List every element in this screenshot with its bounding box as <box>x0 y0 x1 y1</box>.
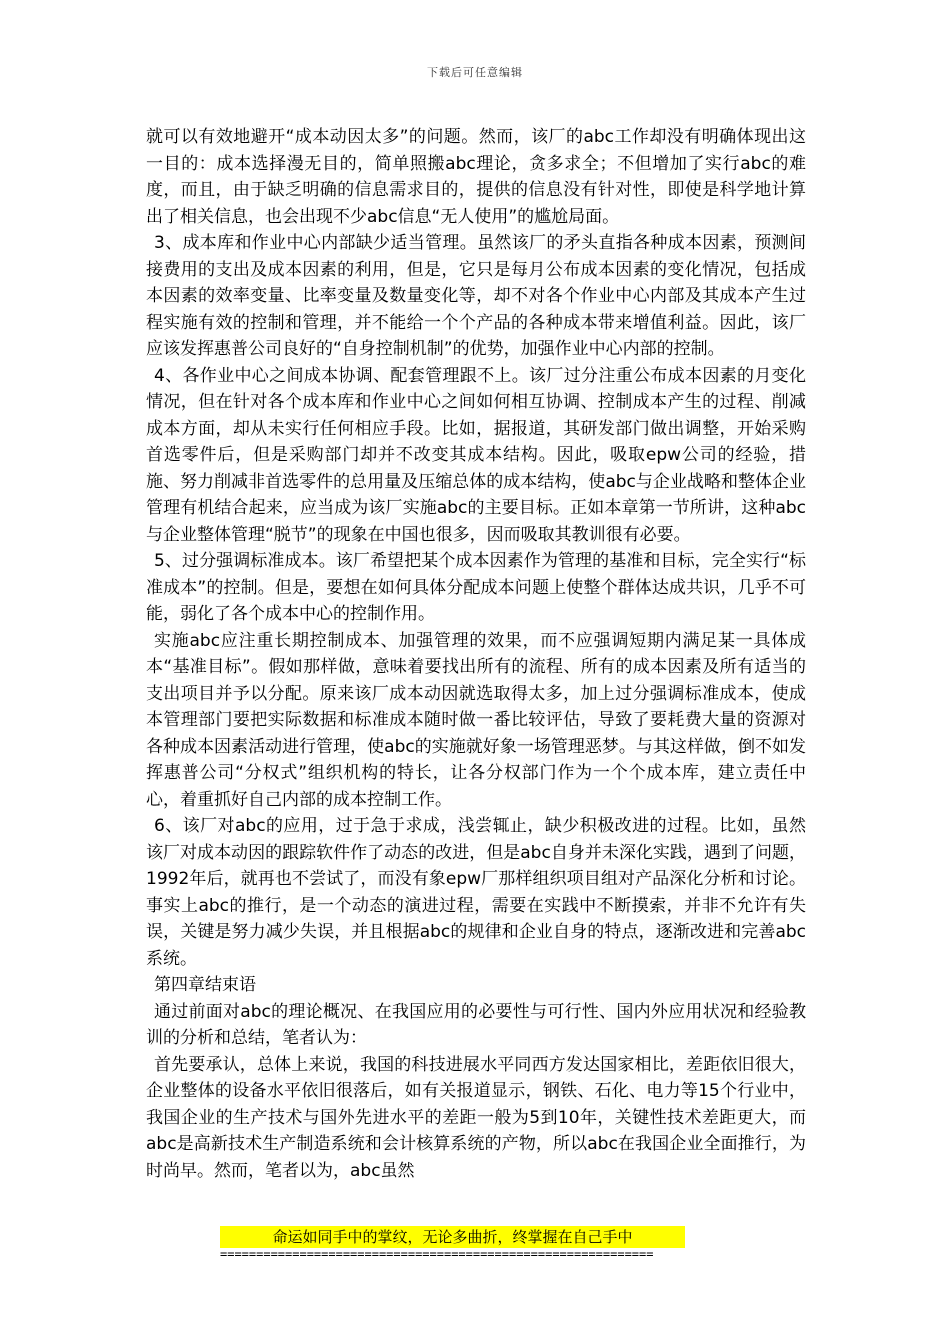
footer-motto: 命运如同手中的掌纹，无论多曲折，终掌握在自己手中 <box>220 1226 685 1248</box>
page-header: 下载后可任意编辑 <box>427 66 523 79</box>
paragraph: 就可以有效地避开“成本动因太多”的问题。然而，该厂的abc工作却没有明确体现出这一目的：成本选择漫无目的，简单照搬abc理论，贪多求全；不但增加了实行abc的难度，而且，由于缺乏明确的信息需求目的，提供的信息没有针对性，即使是科学地计算出了相关信息，也会出现不少abc信息“无人使用”的尴尬局面。 <box>146 127 806 227</box>
footer-divider: ============================================================ <box>220 1247 654 1261</box>
paragraph: 3、成本库和作业中心内部缺少适当管理。虽然该厂的矛头直指各种成本因素，预测间接费用的支出及成本因素的利用，但是，它只是每月公布成本因素的变化情况，包括成本因素的效率变量、比率变量及数量变化等，却不对各个作业中心内部及其成本产生过程实施有效的控制和管理，并不能给一个个产品的各种成本带来增值利益。因此，该厂应该发挥惠普公司良好的“自身控制机制”的优势，加强作业中心内部的控制。 <box>146 233 806 359</box>
paragraph: 首先要承认，总体上来说，我国的科技进展水平同西方发达国家相比，差距依旧很大，企业整体的设备水平依旧很落后，如有关报道显示，钢铁、石化、电力等15个行业中，我国企业的生产技术与国外先进水平的差距一般为5到10年，关键性技术差距更大，而abc是高新技术生产制造系统和会计核算系统的产物，所以abc在我国企业全面推行，为时尚早。然而，笔者以为，abc虽然 <box>146 1054 806 1181</box>
chapter-heading: 第四章结束语 <box>154 975 256 995</box>
paragraph: 通过前面对abc的理论概况、在我国应用的必要性与可行性、国内外应用状况和经验教训的分析和总结，笔者认为： <box>146 1001 806 1048</box>
paragraph: 6、该厂对abc的应用，过于急于求成，浅尝辄止，缺少积极改进的过程。比如，虽然该厂对成本动因的跟踪软件作了动态的改进，但是abc自身并未深化实践，遇到了问题，1992年后，就再也不尝试了，而没有象epw厂那样组织项目组对产品深化分析和讨论。事实上abc的推行，是一个动态的演进过程，需要在实践中不断摸索，并非不允许有失误，关键是努力减少失误，并且根据abc的规律和企业自身的特点，逐渐改进和完善abc系统。 <box>146 816 806 969</box>
document-body <box>146 124 806 1184</box>
paragraph: 5、过分强调标准成本。该厂希望把某个成本因素作为管理的基准和目标，完全实行“标准成本”的控制。但是，要想在如何具体分配成本问题上使整个群体达成共识，几乎不可能，弱化了各个成本中心的控制作用。 <box>146 551 806 624</box>
paragraph: 4、各作业中心之间成本协调、配套管理跟不上。该厂过分注重公布成本因素的月变化情况，但在针对各个成本库和作业中心之间如何相互协调、控制成本产生的过程、削减成本方面，却从未实行任何相应手段。比如，据报道，其研发部门做出调整，开始采购首选零件后，但是采购部门却并不改变其成本结构。因此，吸取epw公司的经验，措施、努力削减非首选零件的总用量及压缩总体的成本结构，使abc与企业战略和整体企业管理有机结合起来，应当成为该厂实施abc的主要目标。正如本章第一节所讲，这种abc与企业整体管理“脱节”的现象在中国也很多，因而吸取其教训很有必要。 <box>146 365 806 545</box>
paragraph: 实施abc应注重长期控制成本、加强管理的效果，而不应强调短期内满足某一具体成本“基准目标”。假如那样做，意味着要找出所有的流程、所有的成本因素及所有适当的支出项目并予以分配。原来该厂成本动因就选取得太多，加上过分强调标准成本，使成本管理部门要把实际数据和标准成本随时做一番比较评估，导致了要耗费大量的资源对各种成本因素活动进行管理，使abc的实施就好象一场管理恶梦。与其这样做，倒不如发挥惠普公司“分权式”组织机构的特长，让各分权部门作为一个个成本库，建立责任中心，着重抓好自己内部的成本控制工作。 <box>146 630 806 810</box>
